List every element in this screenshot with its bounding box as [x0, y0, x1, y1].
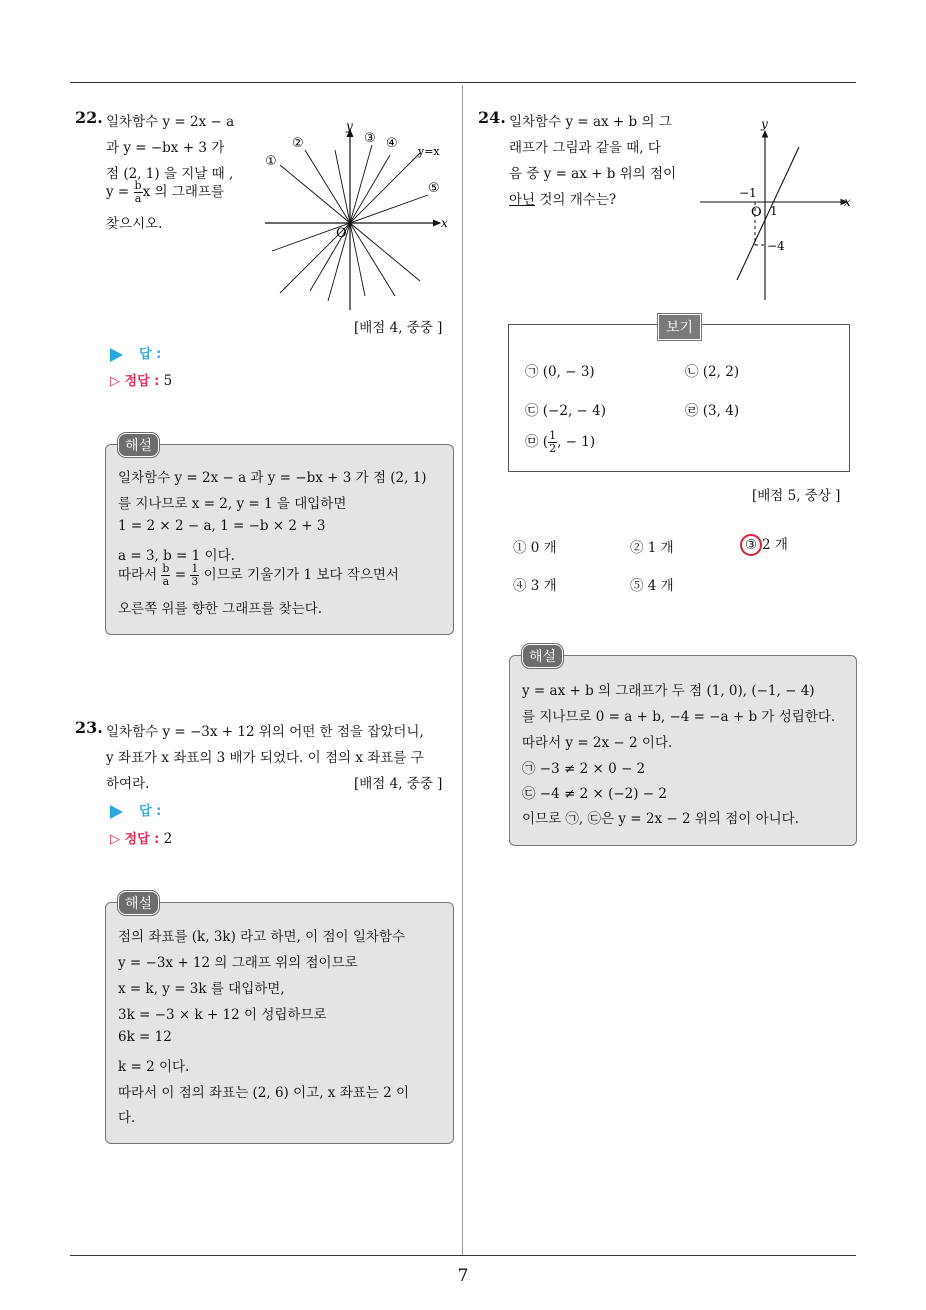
frac-den: 3 — [191, 575, 199, 589]
explanation-line: y = ax + b 의 그래프가 두 점 (1, 0), (−1, − 4) — [522, 683, 815, 699]
explanation-line: 따라서 $\frac{b}{a}$ = $\frac{1}{3}$ 이므로 기울기가 1 보다 작으면서 — [118, 562, 399, 589]
explanation-line: ㉠ −3 ≠ 2 × 0 − 2 — [522, 761, 646, 777]
bogi-item: ㉣ (3, 4) — [685, 403, 740, 419]
origin-label: O — [336, 226, 347, 241]
label-5: ⑤ — [428, 181, 440, 196]
bogi-item: ㉤ ( $\frac{1}{2}$ , − 1) — [525, 429, 596, 456]
correct-label: ▷ 정답 : — [110, 832, 160, 847]
explanation-line: x = k, y = 3k 를 대입하면, — [118, 981, 285, 997]
frac-den: 2 — [549, 442, 557, 456]
question-text: 음 중 y = ax + b 위의 점이 — [509, 166, 677, 182]
explanation-line: a = 3, b = 1 이다. — [118, 548, 235, 564]
frac-den: a — [134, 192, 142, 206]
explanation-tag: 해설 — [118, 891, 159, 915]
question-text: 점 (2, 1) 을 지날 때 , — [106, 166, 234, 182]
bogi-tag: 보기 — [658, 314, 701, 340]
underlined-word: 아닌 — [509, 192, 536, 208]
x-label: x — [441, 216, 448, 230]
minus4-label: −4 — [767, 239, 785, 253]
explanation-line: 1 = 2 × 2 − a, 1 = −b × 2 + 3 — [118, 518, 326, 534]
bogi-rest: , − 1) — [557, 434, 596, 451]
explanation-line: 일차함수 y = 2x − a 과 y = −bx + 3 가 점 (2, 1) — [118, 470, 427, 486]
answer-label: 답 : — [139, 347, 162, 362]
column-divider — [462, 85, 463, 1255]
explanation-tag: 해설 — [118, 433, 159, 457]
bogi-item: ㉡ (2, 2) — [685, 364, 740, 380]
label-2: ② — [292, 136, 304, 151]
question-number: 24. — [478, 108, 506, 127]
explain-text: 이므로 기울기가 1 보다 작으면서 — [203, 567, 399, 584]
frac-den: a — [162, 575, 170, 589]
yx-label: y=x — [418, 145, 440, 158]
x-label: x — [844, 195, 851, 209]
bogi-item: ㉠ (0, − 3) — [525, 364, 595, 380]
one-label: 1 — [770, 204, 778, 218]
y-label: y — [346, 119, 353, 133]
formula-suffix: x — [142, 184, 151, 201]
question-text: 일차함수 y = 2x − a — [106, 114, 235, 130]
question-number: 22. — [75, 108, 103, 127]
y-label: y — [761, 117, 768, 131]
lines-graph — [260, 115, 460, 315]
label-4: ④ — [386, 136, 398, 151]
correct-label: ▷ 정답 : — [110, 374, 160, 389]
question-text: 일차함수 y = ax + b 의 그 — [509, 114, 672, 130]
choice-2[interactable]: ② 1 개 — [630, 540, 674, 556]
frac-num: 1 — [549, 429, 557, 442]
answer-label: 답 : — [139, 804, 162, 819]
answer-row — [110, 800, 161, 819]
question-text: 하여라. — [106, 776, 150, 792]
label-3: ③ — [364, 131, 376, 146]
graph-line — [737, 147, 799, 280]
question-text: y 좌표가 x 좌표의 3 배가 되었다. 이 점의 x 좌표를 구 — [106, 750, 424, 766]
score: [배점 5, 중상 ] — [752, 488, 841, 504]
explanation-line: ㉢ −4 ≠ 2 × (−2) − 2 — [522, 786, 667, 802]
fraction — [134, 180, 143, 205]
explanation-line: 점의 좌표를 (k, 3k) 라고 하면, 이 점이 일차함수 — [118, 929, 406, 945]
line-graph — [695, 115, 860, 305]
explanation-tag: 해설 — [522, 644, 563, 668]
frac-num: b — [162, 562, 170, 575]
explanation-line: 를 지나므로 x = 2, y = 1 을 대입하면 — [118, 496, 347, 512]
explanation-line: 이므로 ㉠, ㉢은 y = 2x − 2 위의 점이 아니다. — [522, 811, 799, 827]
question-text — [509, 188, 616, 208]
choice-text: 2 개 — [762, 537, 788, 553]
explanation-line: 오른쪽 위를 향한 그래프를 찾는다. — [118, 601, 323, 617]
origin-label: O — [751, 205, 762, 220]
formula-prefix: y = — [106, 184, 130, 201]
minus1-label: −1 — [739, 186, 757, 200]
correct-value: 2 — [163, 831, 173, 847]
fraction — [548, 430, 557, 455]
explanation-line: 3k = −3 × k + 12 이 성립하므로 — [118, 1007, 327, 1023]
question-number: 23. — [75, 718, 103, 737]
fraction — [190, 563, 199, 588]
page-number: 7 — [457, 1266, 469, 1286]
explanation-line: 따라서 y = 2x − 2 이다. — [522, 735, 673, 751]
bogi-mark: ㉤ — [525, 434, 539, 451]
play-icon — [110, 805, 123, 819]
choice-4[interactable]: ④ 3 개 — [513, 578, 557, 594]
explanation-line: 따라서 이 점의 좌표는 (2, 6) 이고, x 좌표는 2 이 — [118, 1085, 410, 1101]
choice-3[interactable] — [744, 533, 788, 556]
explanation-line: k = 2 이다. — [118, 1059, 190, 1075]
fraction — [161, 563, 170, 588]
question-text: 래프가 그림과 같을 때, 다 — [509, 140, 661, 156]
frac-num: b — [134, 179, 142, 192]
explain-prefix: 따라서 — [118, 567, 158, 584]
correct-row — [110, 828, 172, 847]
explanation-line: 다. — [118, 1110, 136, 1126]
frac-num: 1 — [191, 562, 199, 575]
play-icon — [110, 348, 123, 362]
explanation-line: y = −3x + 12 의 그래프 위의 점이므로 — [118, 955, 358, 971]
correct-value: 5 — [163, 373, 173, 389]
correct-row — [110, 370, 172, 389]
explanation-line: 를 지나므로 0 = a + b, −4 = −a + b 가 성립한다. — [522, 709, 836, 725]
question-text: 과 y = −bx + 3 가 — [106, 140, 225, 156]
choice-1[interactable]: ① 0 개 — [513, 540, 557, 556]
circled-answer-mark: ③ — [740, 534, 762, 556]
question-text: 일차함수 y = −3x + 12 위의 어떤 한 점을 잡았더니, — [106, 724, 424, 740]
question-text: 의 그래프를 — [154, 184, 224, 201]
score: [배점 4, 중중 ] — [354, 776, 443, 792]
score: [배점 4, 중중 ] — [354, 320, 443, 336]
question-formula — [106, 180, 224, 205]
answer-row — [110, 343, 161, 362]
top-rule — [70, 82, 856, 83]
label-1: ① — [265, 154, 277, 169]
question-text: 찾으시오. — [106, 216, 163, 232]
bottom-rule — [70, 1255, 856, 1256]
question-text-rest: 것의 개수는? — [539, 192, 617, 208]
choice-5[interactable]: ⑤ 4 개 — [630, 578, 674, 594]
bogi-item: ㉢ (−2, − 4) — [525, 403, 606, 419]
explanation-line: 6k = 12 — [118, 1029, 172, 1045]
